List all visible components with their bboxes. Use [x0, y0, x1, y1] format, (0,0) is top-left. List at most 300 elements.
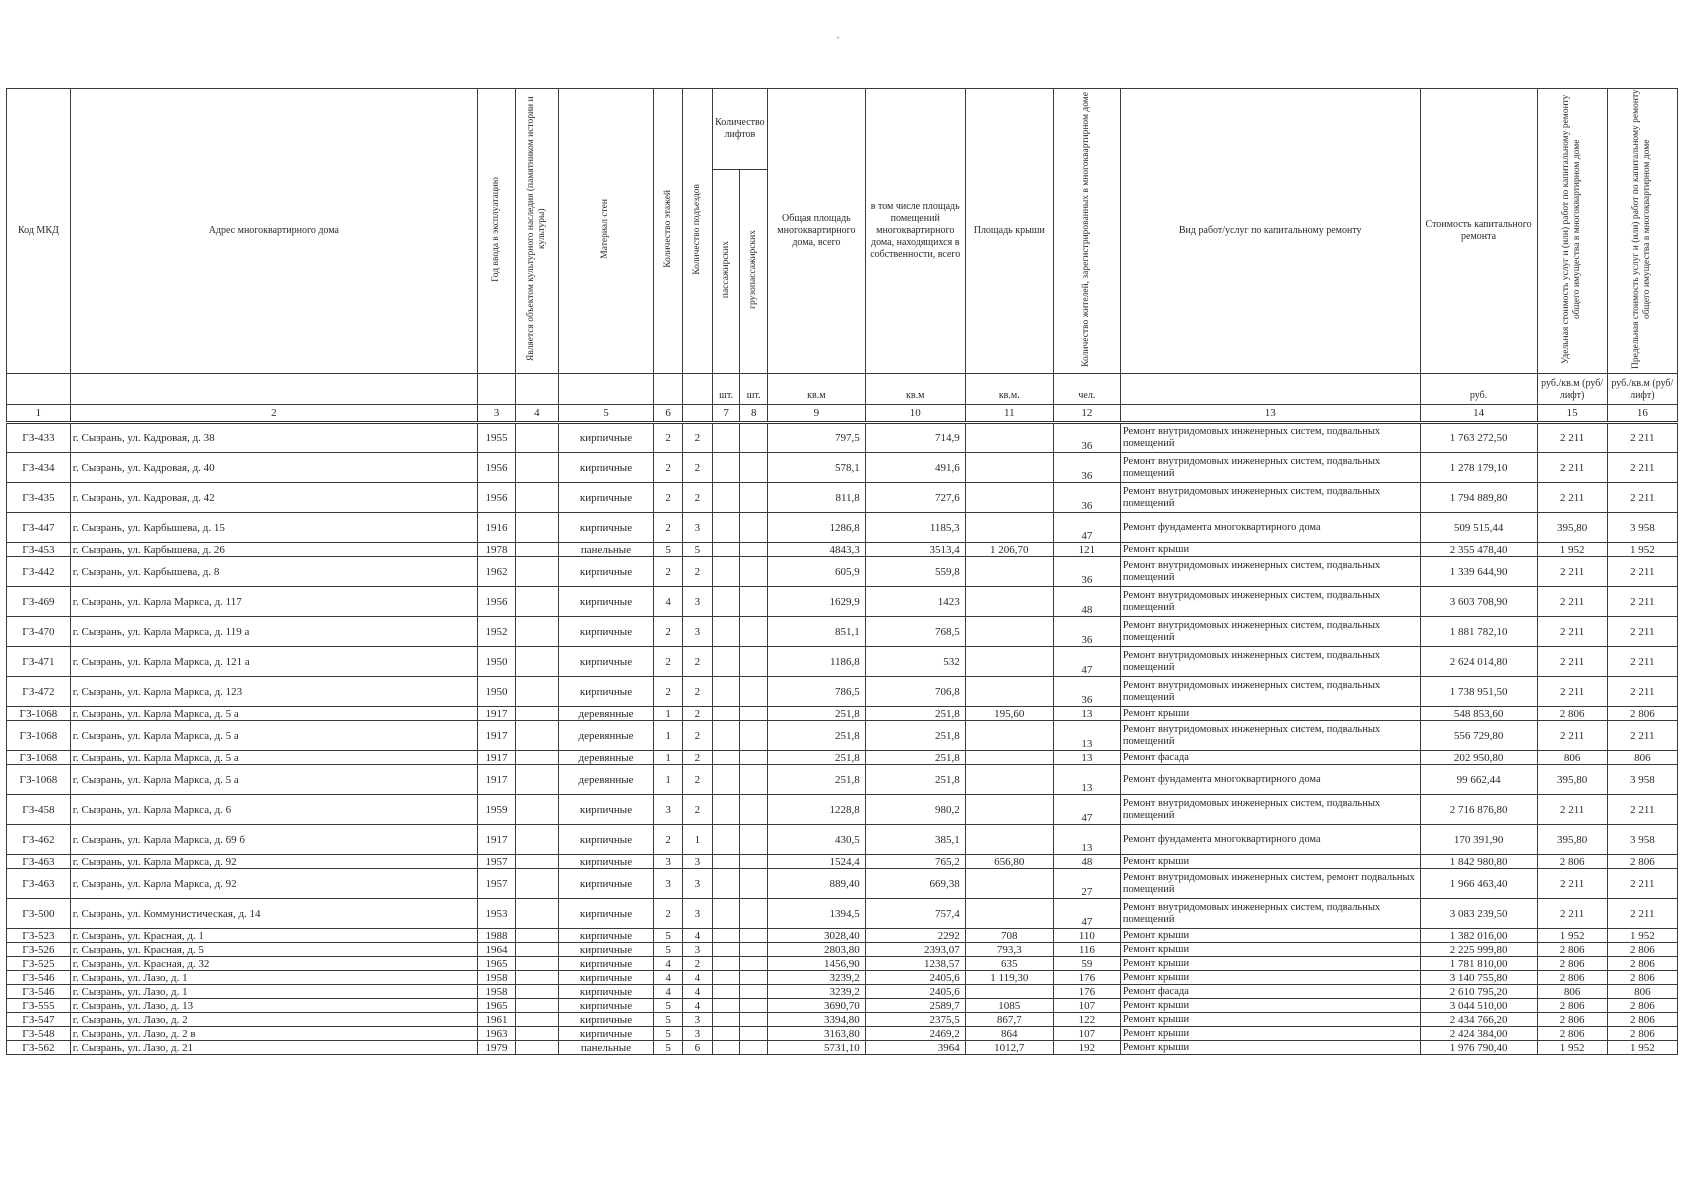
cell-passenger-lifts: [712, 957, 740, 971]
cell-total-area: 3163,80: [768, 1027, 866, 1041]
cell-passenger-lifts: [712, 929, 740, 943]
cell-heritage: [516, 677, 559, 707]
cell-address: г. Сызрань, ул. Карла Маркса, д. 69 б: [70, 825, 477, 855]
cell-total-area: 1228,8: [768, 795, 866, 825]
cell-owned-area: 1238,57: [865, 957, 965, 971]
cell-roof-area: 864: [965, 1027, 1053, 1041]
unit-unit-cost: руб./кв.м (руб/лифт): [1537, 374, 1607, 405]
cell-total-area: 251,8: [768, 721, 866, 751]
cell-floors: 3: [654, 869, 683, 899]
cell-owned-area: 757,4: [865, 899, 965, 929]
cell-walls: деревянные: [558, 707, 654, 721]
cell-residents: 110: [1053, 929, 1120, 943]
table-row: [7, 1027, 1678, 1041]
cell-floors: 2: [654, 453, 683, 483]
column-number: 15: [1537, 405, 1607, 423]
cell-cargo-lifts: [740, 855, 768, 869]
cell-limit-cost: 806: [1607, 751, 1677, 765]
header-residents: Количество жителей, зарегистрированных в многоквартирном доме: [1053, 89, 1120, 374]
cell-year: 1952: [477, 617, 515, 647]
cell-work-type: Ремонт крыши: [1120, 957, 1420, 971]
cell-residents: 192: [1053, 1041, 1120, 1055]
cell-unit-cost: 2 211: [1537, 617, 1607, 647]
cell-work-type: Ремонт крыши: [1120, 1013, 1420, 1027]
unit-roof-area: кв.м.: [965, 374, 1053, 405]
cell-residents: 36: [1053, 483, 1120, 513]
table-row: [7, 899, 1678, 929]
cell-floors: 5: [654, 1013, 683, 1027]
cell-roof-area: 708: [965, 929, 1053, 943]
cell-limit-cost: 806: [1607, 985, 1677, 999]
cell-year: 1965: [477, 999, 515, 1013]
cell-address: г. Сызрань, ул. Красная, д. 1: [70, 929, 477, 943]
cell-floors: 2: [654, 899, 683, 929]
capital-repair-table: [6, 88, 1678, 1055]
cell-year: 1957: [477, 869, 515, 899]
cell-code: ГЗ-562: [7, 1041, 71, 1055]
cell-passenger-lifts: [712, 899, 740, 929]
cell-work-type: Ремонт крыши: [1120, 1041, 1420, 1055]
cell-address: г. Сызрань, ул. Лазо, д. 1: [70, 971, 477, 985]
unit-total-area: кв.м: [768, 374, 866, 405]
cell-repair-cost: 2 434 766,20: [1420, 1013, 1537, 1027]
cell-walls: кирпичные: [558, 1027, 654, 1041]
unit-cell: [7, 374, 71, 405]
cell-year: 1963: [477, 1027, 515, 1041]
cell-floors: 3: [654, 795, 683, 825]
cell-passenger-lifts: [712, 1027, 740, 1041]
column-number: 2: [70, 405, 477, 423]
table-row: [7, 557, 1678, 587]
cell-roof-area: [965, 825, 1053, 855]
cell-heritage: [516, 423, 559, 453]
cell-entrances: 2: [683, 677, 713, 707]
cell-repair-cost: 1 763 272,50: [1420, 423, 1537, 453]
cell-address: г. Сызрань, ул. Красная, д. 5: [70, 943, 477, 957]
unit-residents: чел.: [1053, 374, 1120, 405]
cell-total-area: 251,8: [768, 707, 866, 721]
cell-walls: деревянные: [558, 765, 654, 795]
column-number: 14: [1420, 405, 1537, 423]
cell-year: 1956: [477, 483, 515, 513]
cell-total-area: 3690,70: [768, 999, 866, 1013]
cell-floors: 2: [654, 423, 683, 453]
cell-year: 1965: [477, 957, 515, 971]
cell-address: г. Сызрань, ул. Кадровая, д. 38: [70, 423, 477, 453]
cell-repair-cost: 3 044 510,00: [1420, 999, 1537, 1013]
column-number: 16: [1607, 405, 1677, 423]
cell-code: ГЗ-525: [7, 957, 71, 971]
table-body: [7, 423, 1678, 1055]
cell-repair-cost: 509 515,44: [1420, 513, 1537, 543]
cell-owned-area: 2393,07: [865, 943, 965, 957]
unit-cell: [477, 374, 515, 405]
cell-repair-cost: 2 355 478,40: [1420, 543, 1537, 557]
cell-limit-cost: 3 958: [1607, 825, 1677, 855]
cell-heritage: [516, 647, 559, 677]
cell-floors: 2: [654, 677, 683, 707]
cell-unit-cost: 395,80: [1537, 825, 1607, 855]
cell-repair-cost: 1 738 951,50: [1420, 677, 1537, 707]
cell-unit-cost: 2 806: [1537, 999, 1607, 1013]
cell-entrances: 1: [683, 825, 713, 855]
cell-roof-area: 1 206,70: [965, 543, 1053, 557]
cell-residents: 13: [1053, 751, 1120, 765]
column-number: 13: [1120, 405, 1420, 423]
cell-cargo-lifts: [740, 647, 768, 677]
table-row: [7, 765, 1678, 795]
cell-entrances: 2: [683, 647, 713, 677]
table-row: [7, 647, 1678, 677]
table-header: [7, 89, 1678, 423]
cell-code: ГЗ-1068: [7, 765, 71, 795]
cell-residents: 27: [1053, 869, 1120, 899]
cell-entrances: 4: [683, 971, 713, 985]
cell-work-type: Ремонт внутридомовых инженерных систем, подвальных помещений: [1120, 453, 1420, 483]
cell-repair-cost: 1 339 644,90: [1420, 557, 1537, 587]
header-heritage: Является объектом культурного наследия (памятником истории и культуры): [516, 89, 559, 374]
cell-repair-cost: 3 140 755,80: [1420, 971, 1537, 985]
cell-address: г. Сызрань, ул. Карла Маркса, д. 119 а: [70, 617, 477, 647]
cell-owned-area: 2469,2: [865, 1027, 965, 1041]
cell-total-area: 1286,8: [768, 513, 866, 543]
cell-roof-area: [965, 647, 1053, 677]
cell-entrances: 4: [683, 999, 713, 1013]
cell-repair-cost: 548 853,60: [1420, 707, 1537, 721]
cell-code: ГЗ-547: [7, 1013, 71, 1027]
cell-passenger-lifts: [712, 943, 740, 957]
cell-residents: 107: [1053, 1027, 1120, 1041]
cell-passenger-lifts: [712, 587, 740, 617]
cell-code: ГЗ-435: [7, 483, 71, 513]
cell-total-area: 5731,10: [768, 1041, 866, 1055]
cell-work-type: Ремонт крыши: [1120, 855, 1420, 869]
cell-heritage: [516, 1027, 559, 1041]
cell-address: г. Сызрань, ул. Карла Маркса, д. 5 а: [70, 721, 477, 751]
cell-cargo-lifts: [740, 1041, 768, 1055]
cell-unit-cost: 1 952: [1537, 543, 1607, 557]
cell-roof-area: [965, 513, 1053, 543]
cell-year: 1917: [477, 825, 515, 855]
cell-repair-cost: 1 382 016,00: [1420, 929, 1537, 943]
cell-year: 1917: [477, 721, 515, 751]
cell-residents: 107: [1053, 999, 1120, 1013]
cell-address: г. Сызрань, ул. Карбышева, д. 8: [70, 557, 477, 587]
cell-work-type: Ремонт фундамента многоквартирного дома: [1120, 765, 1420, 795]
cell-total-area: 605,9: [768, 557, 866, 587]
cell-total-area: 786,5: [768, 677, 866, 707]
unit-cell: [558, 374, 654, 405]
cell-limit-cost: 2 806: [1607, 707, 1677, 721]
cell-work-type: Ремонт крыши: [1120, 943, 1420, 957]
cell-code: ГЗ-442: [7, 557, 71, 587]
cell-walls: кирпичные: [558, 677, 654, 707]
cell-entrances: 2: [683, 721, 713, 751]
cell-floors: 5: [654, 929, 683, 943]
cell-code: ГЗ-500: [7, 899, 71, 929]
cell-code: ГЗ-546: [7, 971, 71, 985]
cell-passenger-lifts: [712, 795, 740, 825]
cell-address: г. Сызрань, ул. Кадровая, д. 40: [70, 453, 477, 483]
cell-owned-area: 727,6: [865, 483, 965, 513]
cell-work-type: Ремонт внутридомовых инженерных систем, подвальных помещений: [1120, 677, 1420, 707]
cell-limit-cost: 2 806: [1607, 1013, 1677, 1027]
cell-walls: кирпичные: [558, 985, 654, 999]
cell-residents: 36: [1053, 557, 1120, 587]
cell-cargo-lifts: [740, 453, 768, 483]
cell-limit-cost: 1 952: [1607, 929, 1677, 943]
cell-unit-cost: 2 806: [1537, 1027, 1607, 1041]
header-floors: Количество этажей: [654, 89, 683, 374]
cell-year: 1957: [477, 855, 515, 869]
cell-year: 1958: [477, 985, 515, 999]
cell-floors: 2: [654, 617, 683, 647]
cell-residents: 13: [1053, 765, 1120, 795]
cell-walls: кирпичные: [558, 869, 654, 899]
table-row: [7, 707, 1678, 721]
cell-passenger-lifts: [712, 985, 740, 999]
cell-work-type: Ремонт фасада: [1120, 985, 1420, 999]
column-numbers-row: [7, 405, 1678, 423]
table-row: [7, 721, 1678, 751]
cell-entrances: 2: [683, 557, 713, 587]
cell-owned-area: 251,8: [865, 707, 965, 721]
cell-entrances: 3: [683, 855, 713, 869]
cell-entrances: 5: [683, 543, 713, 557]
cell-unit-cost: 1 952: [1537, 1041, 1607, 1055]
cell-passenger-lifts: [712, 1013, 740, 1027]
cell-repair-cost: 1 976 790,40: [1420, 1041, 1537, 1055]
cell-entrances: 2: [683, 453, 713, 483]
cell-total-area: 3028,40: [768, 929, 866, 943]
cell-passenger-lifts: [712, 513, 740, 543]
cell-residents: 121: [1053, 543, 1120, 557]
cell-floors: 4: [654, 971, 683, 985]
cell-unit-cost: 395,80: [1537, 765, 1607, 795]
header-year: Год ввода в эксплуатацию: [477, 89, 515, 374]
header-limit-cost: Предельная стоимость услуг и (или) работ по капитальному ремонту общего имущества в многоквартирном доме: [1607, 89, 1677, 374]
table-row: [7, 483, 1678, 513]
units-row: [7, 374, 1678, 405]
cell-residents: 47: [1053, 647, 1120, 677]
cell-roof-area: 867,7: [965, 1013, 1053, 1027]
cell-passenger-lifts: [712, 1041, 740, 1055]
cell-year: 1962: [477, 557, 515, 587]
cell-year: 1979: [477, 1041, 515, 1055]
cell-floors: 5: [654, 999, 683, 1013]
cell-walls: кирпичные: [558, 423, 654, 453]
cell-address: г. Сызрань, ул. Лазо, д. 13: [70, 999, 477, 1013]
header-address: Адрес многоквартирного дома: [70, 89, 477, 374]
cell-limit-cost: 2 211: [1607, 721, 1677, 751]
cell-repair-cost: 2 624 014,80: [1420, 647, 1537, 677]
cell-walls: кирпичные: [558, 587, 654, 617]
cell-roof-area: [965, 557, 1053, 587]
cell-owned-area: 491,6: [865, 453, 965, 483]
cell-roof-area: [965, 751, 1053, 765]
cell-code: ГЗ-1068: [7, 721, 71, 751]
cell-work-type: Ремонт внутридомовых инженерных систем, подвальных помещений: [1120, 617, 1420, 647]
cell-repair-cost: 202 950,80: [1420, 751, 1537, 765]
cell-passenger-lifts: [712, 707, 740, 721]
cell-unit-cost: 2 211: [1537, 899, 1607, 929]
cell-unit-cost: 806: [1537, 985, 1607, 999]
cell-heritage: [516, 617, 559, 647]
cell-limit-cost: 2 211: [1607, 795, 1677, 825]
table-row: [7, 1013, 1678, 1027]
cell-address: г. Сызрань, ул. Карла Маркса, д. 123: [70, 677, 477, 707]
cell-year: 1988: [477, 929, 515, 943]
cell-owned-area: 251,8: [865, 751, 965, 765]
cell-heritage: [516, 557, 559, 587]
cell-work-type: Ремонт фундамента многоквартирного дома: [1120, 513, 1420, 543]
cell-entrances: 4: [683, 929, 713, 943]
cell-cargo-lifts: [740, 423, 768, 453]
cell-passenger-lifts: [712, 999, 740, 1013]
cell-entrances: 6: [683, 1041, 713, 1055]
cell-roof-area: [965, 677, 1053, 707]
cell-limit-cost: 2 211: [1607, 557, 1677, 587]
cell-floors: 2: [654, 483, 683, 513]
cell-work-type: Ремонт внутридомовых инженерных систем, подвальных помещений: [1120, 721, 1420, 751]
cell-owned-area: 1185,3: [865, 513, 965, 543]
cell-floors: 2: [654, 825, 683, 855]
cell-total-area: 1524,4: [768, 855, 866, 869]
cell-heritage: [516, 869, 559, 899]
cell-floors: 5: [654, 1041, 683, 1055]
cell-repair-cost: 2 424 384,00: [1420, 1027, 1537, 1041]
cell-roof-area: [965, 795, 1053, 825]
cell-repair-cost: 556 729,80: [1420, 721, 1537, 751]
table-row: [7, 453, 1678, 483]
cell-year: 1916: [477, 513, 515, 543]
cell-owned-area: 251,8: [865, 721, 965, 751]
cell-code: ГЗ-462: [7, 825, 71, 855]
cell-heritage: [516, 943, 559, 957]
cell-floors: 2: [654, 647, 683, 677]
cell-code: ГЗ-453: [7, 543, 71, 557]
header-lifts-group: Количество лифтов: [712, 89, 767, 170]
cell-limit-cost: 2 806: [1607, 943, 1677, 957]
unit-passenger-lifts: шт.: [712, 374, 740, 405]
cell-unit-cost: 2 806: [1537, 943, 1607, 957]
cell-work-type: Ремонт внутридомовых инженерных систем, подвальных помещений: [1120, 587, 1420, 617]
cell-owned-area: 669,38: [865, 869, 965, 899]
cell-repair-cost: 2 716 876,80: [1420, 795, 1537, 825]
cell-cargo-lifts: [740, 971, 768, 985]
header-passenger-lifts: пассажирских: [712, 170, 740, 374]
cell-repair-cost: 3 083 239,50: [1420, 899, 1537, 929]
cell-owned-area: 2405,6: [865, 971, 965, 985]
cell-passenger-lifts: [712, 855, 740, 869]
cell-cargo-lifts: [740, 707, 768, 721]
cell-residents: 13: [1053, 707, 1120, 721]
cell-roof-area: [965, 869, 1053, 899]
cell-cargo-lifts: [740, 985, 768, 999]
cell-owned-area: 2292: [865, 929, 965, 943]
cell-work-type: Ремонт крыши: [1120, 707, 1420, 721]
cell-owned-area: 2405,6: [865, 985, 965, 999]
header-roof-area: Площадь крыши: [965, 89, 1053, 374]
cell-work-type: Ремонт фундамента многоквартирного дома: [1120, 825, 1420, 855]
cell-address: г. Сызрань, ул. Карла Маркса, д. 5 а: [70, 751, 477, 765]
cell-total-area: 889,40: [768, 869, 866, 899]
unit-cell: [70, 374, 477, 405]
cell-walls: кирпичные: [558, 899, 654, 929]
column-number: 4: [516, 405, 559, 423]
cell-total-area: 430,5: [768, 825, 866, 855]
cell-address: г. Сызрань, ул. Кадровая, д. 42: [70, 483, 477, 513]
cell-entrances: 3: [683, 617, 713, 647]
cell-residents: 36: [1053, 617, 1120, 647]
cell-entrances: 2: [683, 707, 713, 721]
table-row: [7, 825, 1678, 855]
cell-limit-cost: 3 958: [1607, 765, 1677, 795]
cell-limit-cost: 2 806: [1607, 999, 1677, 1013]
cell-passenger-lifts: [712, 721, 740, 751]
cell-residents: 176: [1053, 971, 1120, 985]
cell-limit-cost: 2 806: [1607, 957, 1677, 971]
cell-year: 1956: [477, 587, 515, 617]
cell-entrances: 3: [683, 869, 713, 899]
unit-cargo-lifts: шт.: [740, 374, 768, 405]
cell-year: 1956: [477, 453, 515, 483]
cell-heritage: [516, 543, 559, 557]
cell-walls: кирпичные: [558, 513, 654, 543]
cell-heritage: [516, 707, 559, 721]
table-row: [7, 423, 1678, 453]
column-number: 3: [477, 405, 515, 423]
cell-repair-cost: 1 794 889,80: [1420, 483, 1537, 513]
cell-passenger-lifts: [712, 423, 740, 453]
cell-floors: 5: [654, 543, 683, 557]
cell-unit-cost: 2 806: [1537, 957, 1607, 971]
cell-total-area: 1629,9: [768, 587, 866, 617]
cell-entrances: 3: [683, 1013, 713, 1027]
cell-year: 1950: [477, 647, 515, 677]
cell-walls: кирпичные: [558, 825, 654, 855]
cell-code: ГЗ-526: [7, 943, 71, 957]
cell-passenger-lifts: [712, 483, 740, 513]
cell-code: ГЗ-546: [7, 985, 71, 999]
cell-cargo-lifts: [740, 751, 768, 765]
cell-total-area: 851,1: [768, 617, 866, 647]
unit-cell: [516, 374, 559, 405]
cell-repair-cost: 2 610 795,20: [1420, 985, 1537, 999]
cell-year: 1959: [477, 795, 515, 825]
cell-unit-cost: 2 806: [1537, 971, 1607, 985]
cell-code: ГЗ-472: [7, 677, 71, 707]
capital-repair-table-sheet: [6, 88, 1678, 1055]
header-owned-area: в том числе площадь помещений многоквартирного дома, находящихся в собственности, всего: [865, 89, 965, 374]
header-work-type: Вид работ/услуг по капитальному ремонту: [1120, 89, 1420, 374]
table-row: [7, 971, 1678, 985]
column-number: 12: [1053, 405, 1120, 423]
cell-unit-cost: 806: [1537, 751, 1607, 765]
cell-unit-cost: 2 211: [1537, 795, 1607, 825]
cell-floors: 2: [654, 513, 683, 543]
cell-limit-cost: 2 211: [1607, 617, 1677, 647]
cell-total-area: 4843,3: [768, 543, 866, 557]
cell-limit-cost: 3 958: [1607, 513, 1677, 543]
cell-work-type: Ремонт крыши: [1120, 999, 1420, 1013]
cell-residents: 36: [1053, 423, 1120, 453]
cell-address: г. Сызрань, ул. Карла Маркса, д. 117: [70, 587, 477, 617]
cell-owned-area: 2589,7: [865, 999, 965, 1013]
cell-cargo-lifts: [740, 1027, 768, 1041]
cell-residents: 48: [1053, 855, 1120, 869]
cell-entrances: 2: [683, 795, 713, 825]
